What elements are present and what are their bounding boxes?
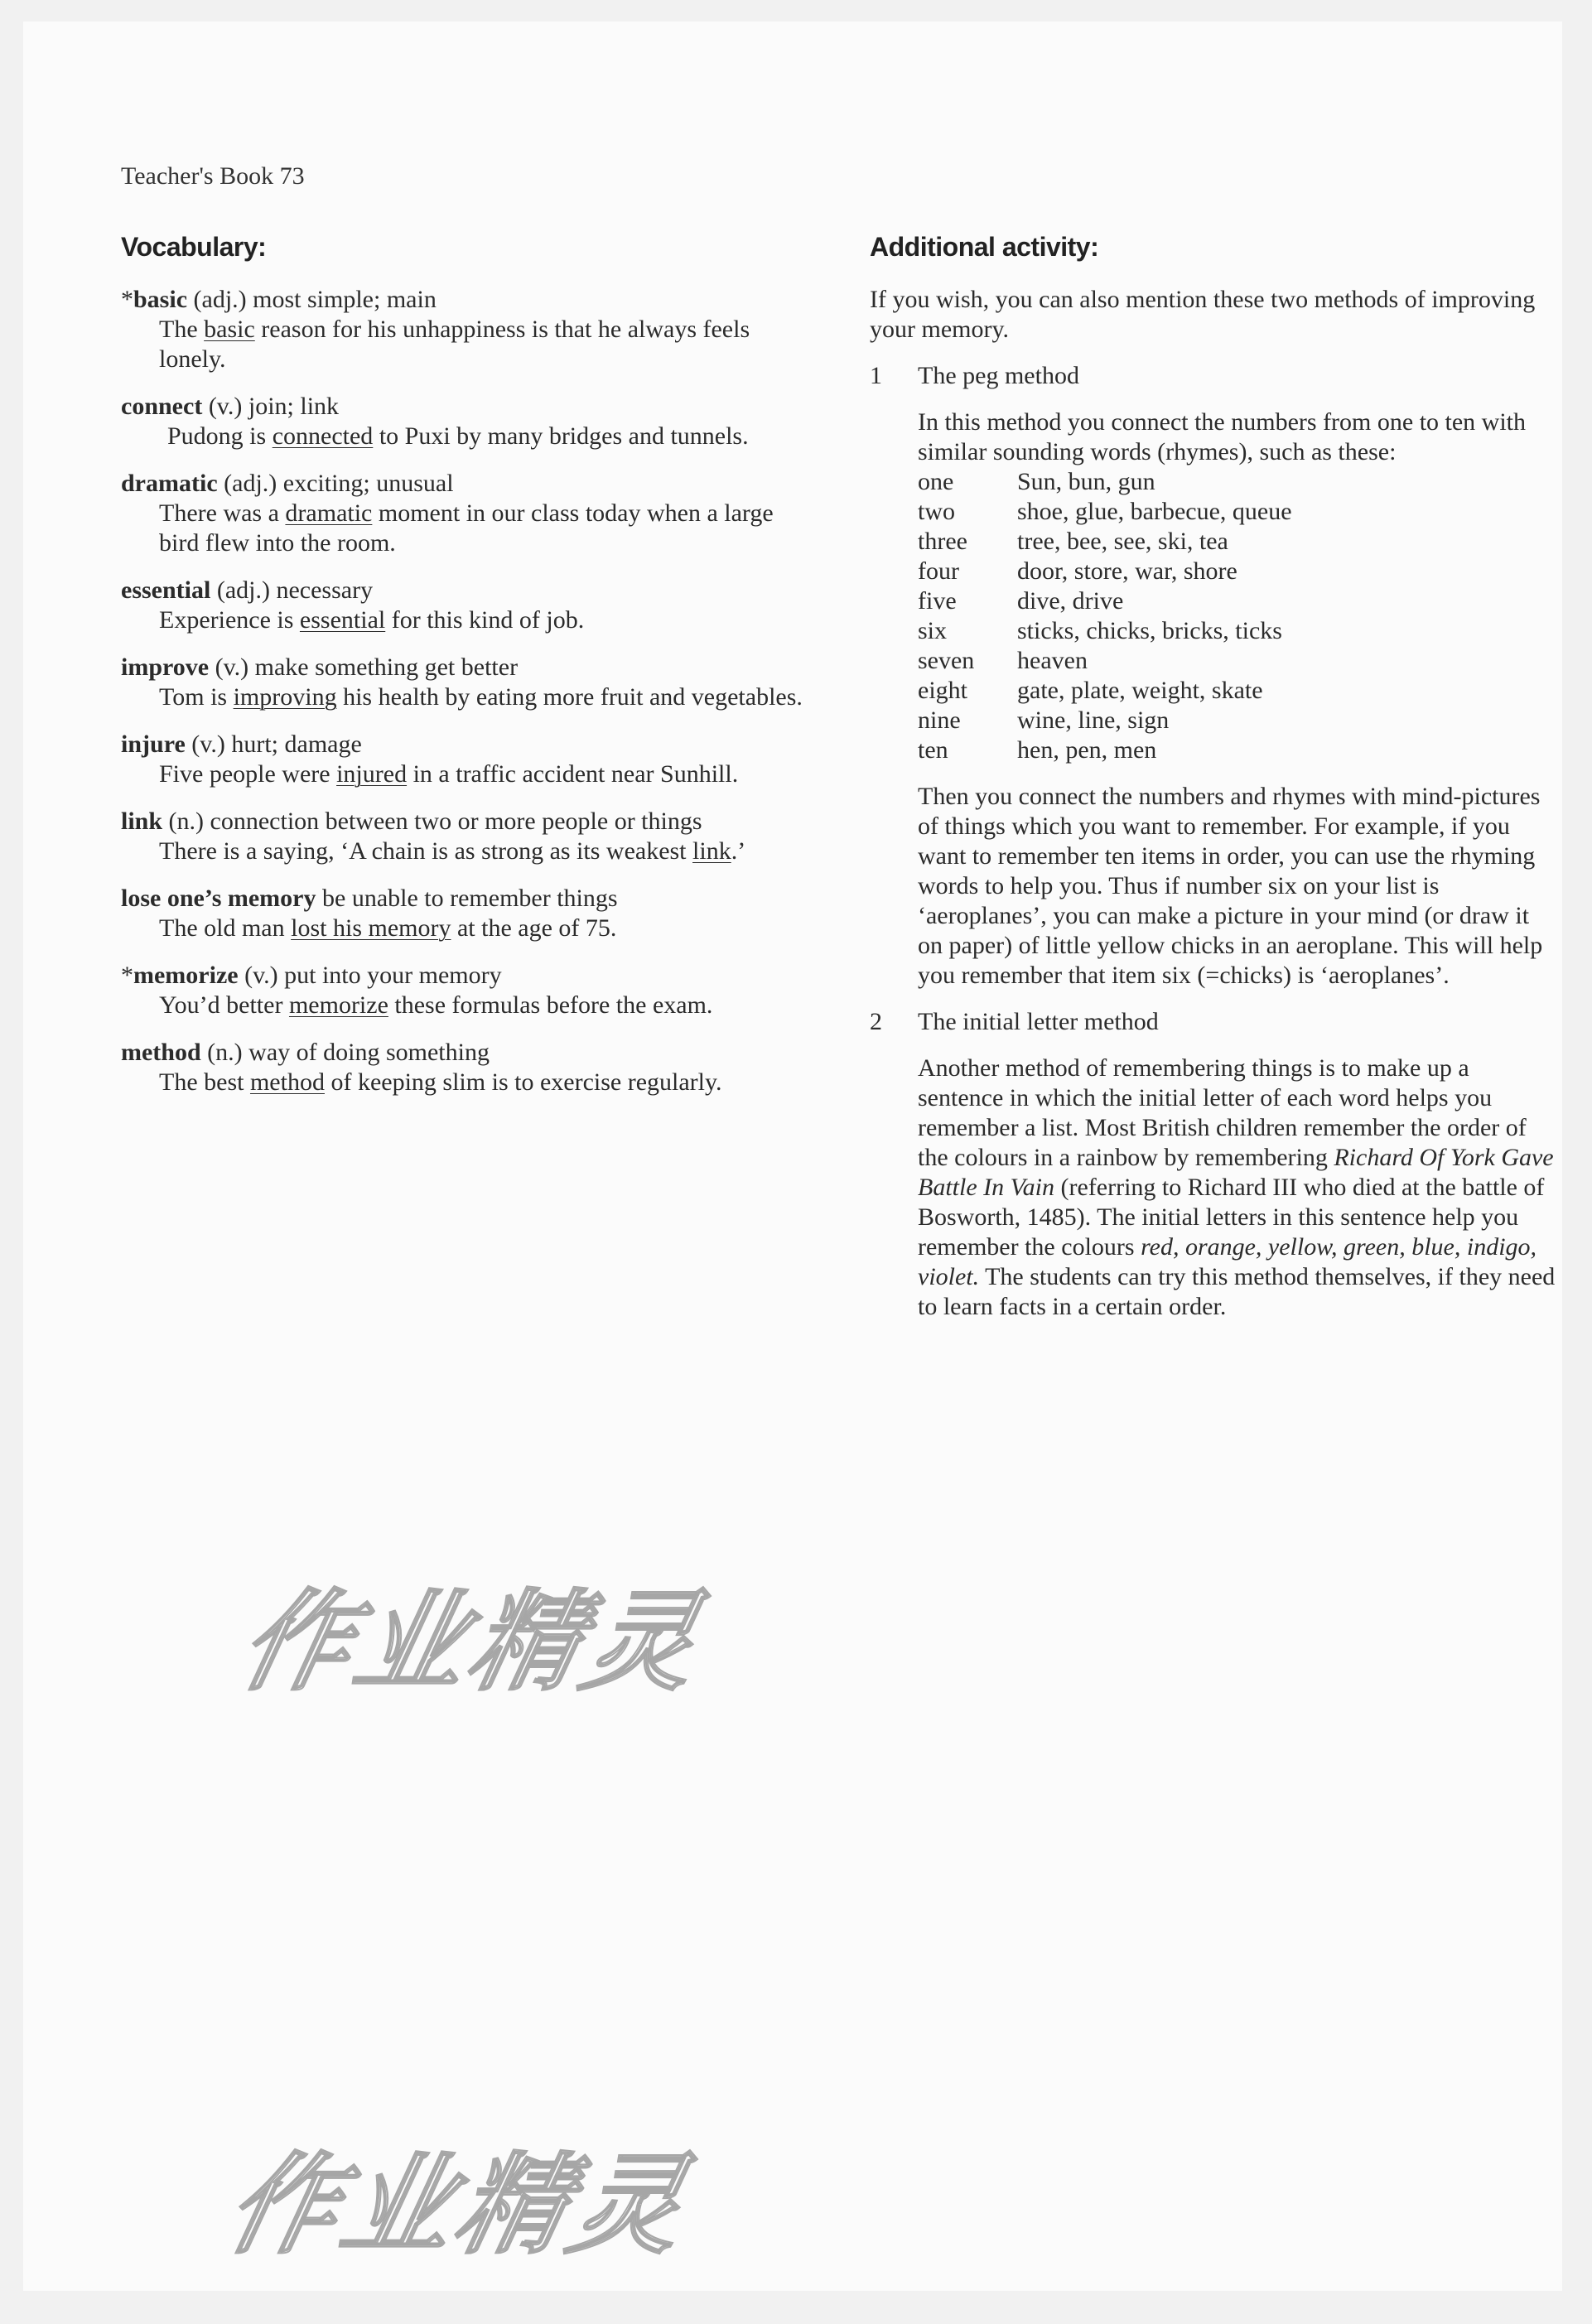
- vocab-entry: [121, 469, 817, 558]
- vocab-pos: (adj.): [224, 470, 277, 497]
- rhyme-row: five dive, drive: [918, 587, 1124, 615]
- vocab-pos: (v.): [191, 730, 225, 758]
- vocab-word: dramatic: [121, 470, 218, 497]
- peg-method-heading: [870, 361, 1557, 391]
- vocab-entry: [121, 653, 817, 712]
- peg-method-intro: In this method you connect the numbers from one to ten with similar sounding words (rhymes), such as these:: [918, 408, 1527, 465]
- rhyme-row: nine wine, line, sign: [918, 706, 1170, 734]
- vocab-example: There is a saying, ‘A chain is as strong as its weakest link.’: [159, 837, 746, 865]
- vocab-definition: way of doing something: [248, 1039, 490, 1066]
- vocab-example-keyword: link: [692, 837, 731, 865]
- vocab-definition: put into your memory: [284, 962, 502, 989]
- vocab-entry: [121, 392, 817, 451]
- vocab-example: Pudong is connected to Puxi by many bridges and tunnels.: [167, 422, 749, 450]
- vocab-entry: [121, 285, 817, 374]
- vocab-example: You’d better memorize these formulas before the exam.: [159, 991, 713, 1019]
- page: [23, 22, 1562, 2291]
- vocab-entry: [121, 961, 817, 1020]
- vocab-example-keyword: basic: [204, 316, 255, 343]
- rhyme-row: eight gate, plate, weight, skate: [918, 677, 1263, 704]
- vocab-pos: (v.): [215, 653, 249, 681]
- rhyme-row: two shoe, glue, barbecue, queue: [918, 498, 1292, 525]
- vocab-definition: necessary: [276, 576, 374, 604]
- vocab-pos: (adj.): [193, 286, 247, 313]
- initial-letter-method-explanation: Another method of remembering things is to make up a sentence in which the initial letter of each word helps you remember a list. Most British children remember the order of the colours in a rainbow by remembering Richard Of York Gave Battle In Vain (referring to Richard III who died at the battle of Bosworth, 1485). The initial letters in this sentence help you remember the colours red, orange, yellow, green, blue, indigo, violet. The students can try this method themselves, if they need to learn facts in a certain order.: [918, 1054, 1556, 1320]
- vocab-word: method: [121, 1039, 201, 1066]
- rhyme-row: one Sun, bun, gun: [918, 468, 1155, 495]
- vocab-star: *: [121, 962, 133, 989]
- vocab-example-keyword: connected: [272, 422, 374, 450]
- additional-activity-section: [870, 230, 1557, 1338]
- vocabulary-list: [121, 285, 817, 1097]
- vocab-example-keyword: memorize: [288, 991, 388, 1019]
- rhyme-row: six sticks, chicks, bricks, ticks: [918, 617, 1282, 644]
- vocab-example-keyword: injured: [336, 760, 408, 788]
- vocab-entry: [121, 730, 817, 789]
- rhyme-table: [918, 467, 1292, 765]
- vocab-example: The basic reason for his unhappiness is that he always feels lonely.: [159, 316, 750, 373]
- vocab-word: injure: [121, 730, 186, 758]
- vocab-example: There was a dramatic moment in our class today when a large bird flew into the room.: [159, 499, 774, 557]
- vocab-definition: exciting; unusual: [282, 470, 454, 497]
- item-number: 1: [870, 362, 882, 389]
- vocab-example-keyword: method: [249, 1068, 325, 1096]
- rhyme-row: four door, store, war, shore: [918, 557, 1237, 585]
- vocab-entry: [121, 884, 817, 943]
- vocab-example: Five people were injured in a traffic accident near Sunhill.: [159, 760, 739, 788]
- rhyme-row: seven heaven: [918, 647, 1088, 674]
- vocab-definition: most simple; main: [253, 286, 437, 313]
- vocab-definition: hurt; damage: [231, 730, 362, 758]
- mnemonic-sentence: Richard Of York Gave Battle In Vain: [918, 1144, 1554, 1201]
- vocab-word: memorize: [133, 962, 239, 989]
- vocab-example: The best method of keeping slim is to exercise regularly.: [159, 1068, 722, 1096]
- initial-letter-method-heading: [870, 1007, 1557, 1037]
- vocabulary-title: Vocabulary:: [121, 232, 267, 262]
- rainbow-colours: red, orange, yellow, green, blue, indigo, violet.: [918, 1233, 1537, 1290]
- vocab-definition: connection between two or more people or things: [210, 808, 702, 835]
- vocab-example: Experience is essential for this kind of job.: [159, 606, 585, 634]
- item-title: The peg method: [918, 362, 1079, 389]
- watermark: 作业精灵: [216, 2142, 701, 2269]
- activity-title: Additional activity:: [870, 232, 1099, 262]
- vocab-pos: (n.): [207, 1039, 243, 1066]
- item-title: The initial letter method: [918, 1008, 1159, 1035]
- page-header: Teacher's Book 73: [121, 162, 305, 190]
- vocab-word: improve: [121, 653, 210, 681]
- vocab-example-keyword: dramatic: [285, 499, 373, 527]
- vocab-pos: (n.): [168, 808, 205, 835]
- activity-intro: If you wish, you can also mention these two methods of improving your memory.: [870, 286, 1536, 343]
- vocabulary-section: [121, 230, 817, 1115]
- vocab-pos: (v.): [244, 962, 278, 989]
- vocab-definition: make something get better: [254, 653, 519, 681]
- vocab-example-keyword: lost his memory: [291, 914, 451, 942]
- vocab-star: *: [121, 286, 133, 313]
- rhyme-row: three tree, bee, see, ski, tea: [918, 528, 1228, 555]
- vocab-pos: (v.): [208, 393, 243, 420]
- vocab-definition: be unable to remember things: [322, 885, 618, 912]
- vocab-definition: join; link: [248, 393, 340, 420]
- vocab-word: lose one’s memory: [121, 885, 316, 912]
- rhyme-row: ten hen, pen, men: [918, 736, 1157, 764]
- vocab-pos: (adj.): [216, 576, 270, 604]
- vocab-example: Tom is improving his health by eating more fruit and vegetables.: [159, 683, 803, 711]
- vocab-entry: [121, 807, 817, 866]
- peg-method-explanation: Then you connect the numbers and rhymes with mind-pictures of things which you want to remember. For example, if you want to remember ten items in order, you can use the rhyming words to help you. Thus if number six on your list is ‘aeroplanes’, you can make a picture in your mind (or draw it on paper) of little yellow chicks in an aeroplane. This will help you remember that item six (=chicks) is ‘aeroplanes’.: [918, 783, 1543, 989]
- vocab-example-keyword: improving: [233, 683, 337, 711]
- item-number: 2: [870, 1008, 882, 1035]
- vocab-example: The old man lost his memory at the age of 75.: [159, 914, 617, 942]
- vocab-word: basic: [133, 286, 188, 313]
- vocab-example-keyword: essential: [299, 606, 386, 634]
- vocab-word: essential: [121, 576, 211, 604]
- watermark: 作业精灵: [229, 1579, 714, 1706]
- vocab-entry: [121, 1038, 817, 1097]
- vocab-word: link: [121, 808, 163, 835]
- vocab-entry: [121, 576, 817, 635]
- vocab-word: connect: [121, 393, 203, 420]
